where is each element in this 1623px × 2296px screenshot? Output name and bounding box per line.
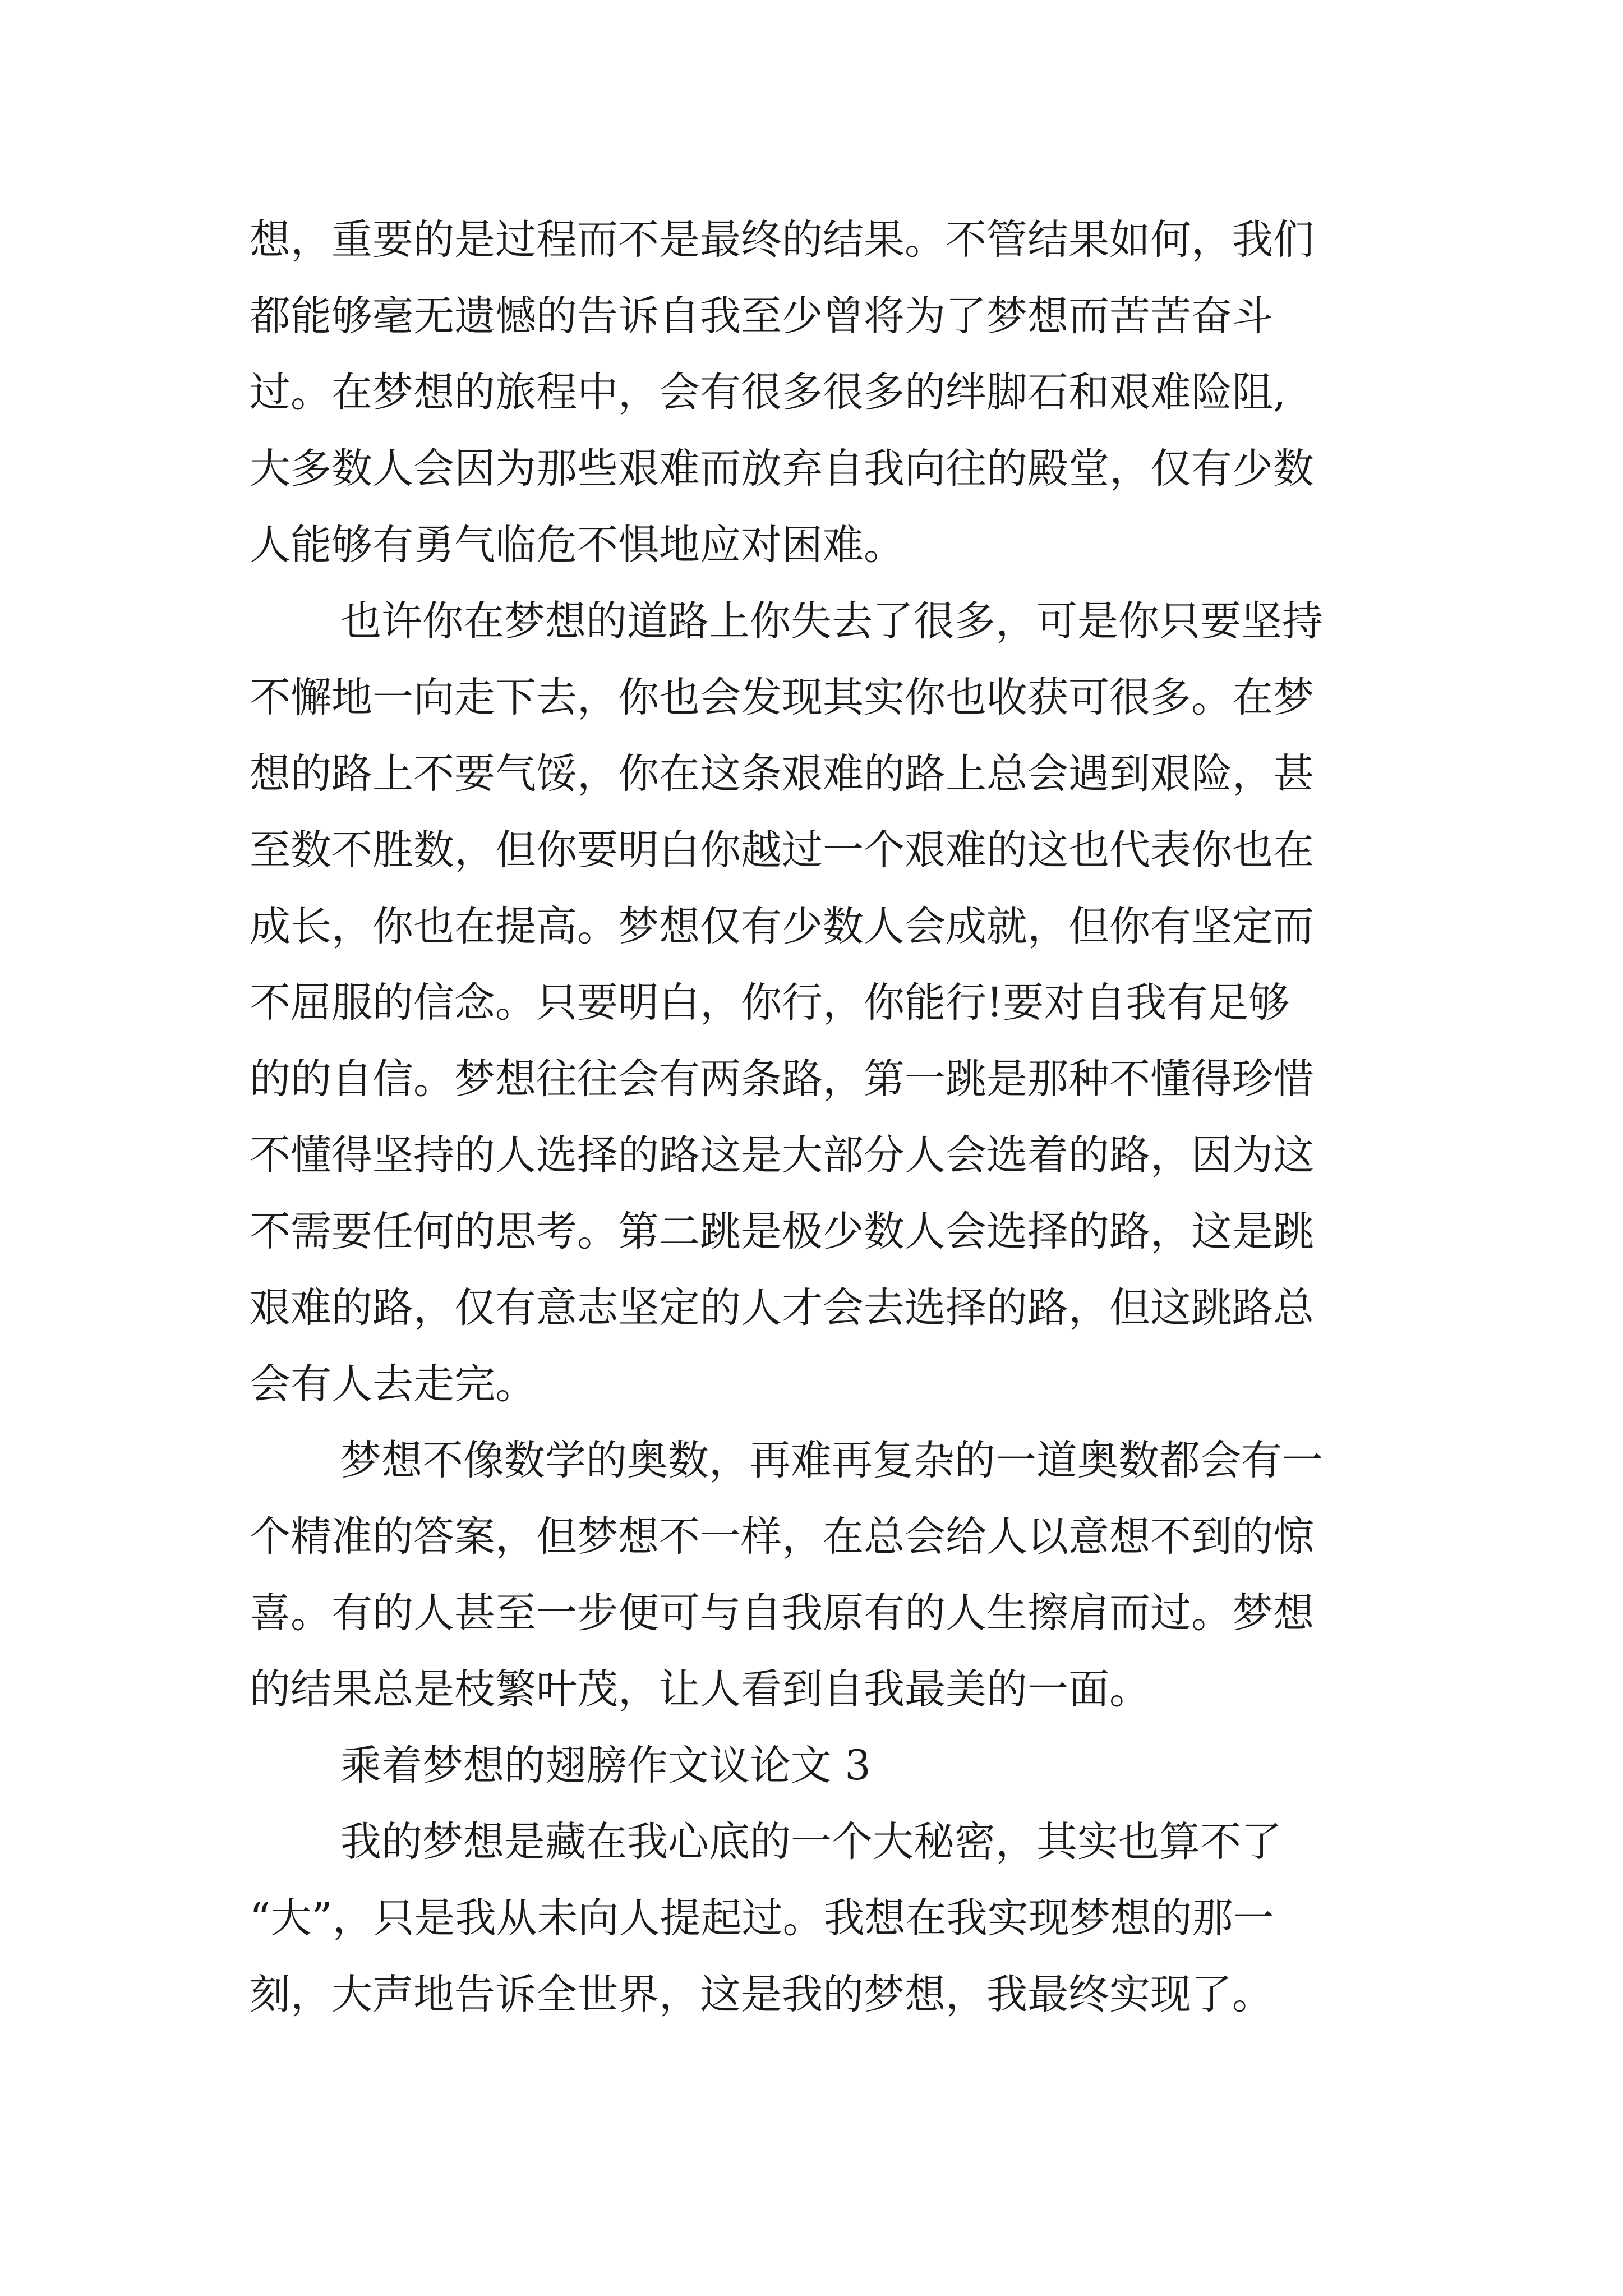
text-line: 不屈服的信念。只要明白，你行，你能行!要对自我有足够 [250,979,1290,1027]
text-line: 都能够毫无遗憾的告诉自我至少曾将为了梦想而苦苦奋斗 [250,292,1273,340]
text-line: 艰难的路，仅有意志坚定的人才会去选择的路，但这跳路总 [250,1284,1314,1332]
text-line: 个精准的答案，但梦想不一样，在总会给人以意想不到的惊 [250,1513,1314,1561]
paragraph-start-line: 我的梦想是藏在我心底的一个大秘密，其实也算不了 [340,1818,1282,1866]
text-line: 不懂得坚持的人选择的路这是大部分人会选着的路，因为这 [250,1131,1314,1179]
paragraph-start-line: 也许你在梦想的道路上你失去了很多，可是你只要坚持 [340,597,1323,645]
text-line: 的结果总是枝繁叶茂，让人看到自我最美的一面。 [250,1665,1150,1713]
section-heading: 乘着梦想的翅膀作文议论文 3 [340,1742,871,1789]
text-line: 想的路上不要气馁，你在这条艰难的路上总会遇到艰险，甚 [250,750,1314,798]
text-line: 会有人去走完。 [250,1360,536,1408]
text-line: 喜。有的人甚至一步便可与自我原有的人生擦肩而过。梦想 [250,1589,1314,1637]
text-line: 想，重要的是过程而不是最终的结果。不管结果如何，我们 [250,216,1314,264]
text-line: 不需要任何的思考。第二跳是极少数人会选择的路，这是跳 [250,1208,1314,1255]
text-line: 刻，大声地告诉全世界，这是我的梦想，我最终实现了。 [250,1971,1273,2018]
text-line: “大”，只是我从未向人提起过。我想在我实现梦想的那一 [250,1894,1274,1942]
text-line: 过。在梦想的旅程中，会有很多很多的绊脚石和艰难险阻, [250,369,1287,416]
essay-body [250,202,1405,2033]
text-line: 成长，你也在提高。梦想仅有少数人会成就，但你有坚定而 [250,903,1314,950]
text-line: 人能够有勇气临危不惧地应对困难。 [250,521,905,569]
text-line: 的的自信。梦想往往会有两条路，第一跳是那种不懂得珍惜 [250,1055,1314,1103]
text-line: 大多数人会因为那些艰难而放弃自我向往的殿堂，仅有少数 [250,445,1314,493]
text-line: 不懈地一向走下去，你也会发现其实你也收获可很多。在梦 [250,674,1314,721]
text-line: 至数不胜数，但你要明白你越过一个艰难的这也代表你也在 [250,826,1314,874]
paragraph-start-line: 梦想不像数学的奥数，再难再复杂的一道奥数都会有一 [340,1437,1323,1484]
